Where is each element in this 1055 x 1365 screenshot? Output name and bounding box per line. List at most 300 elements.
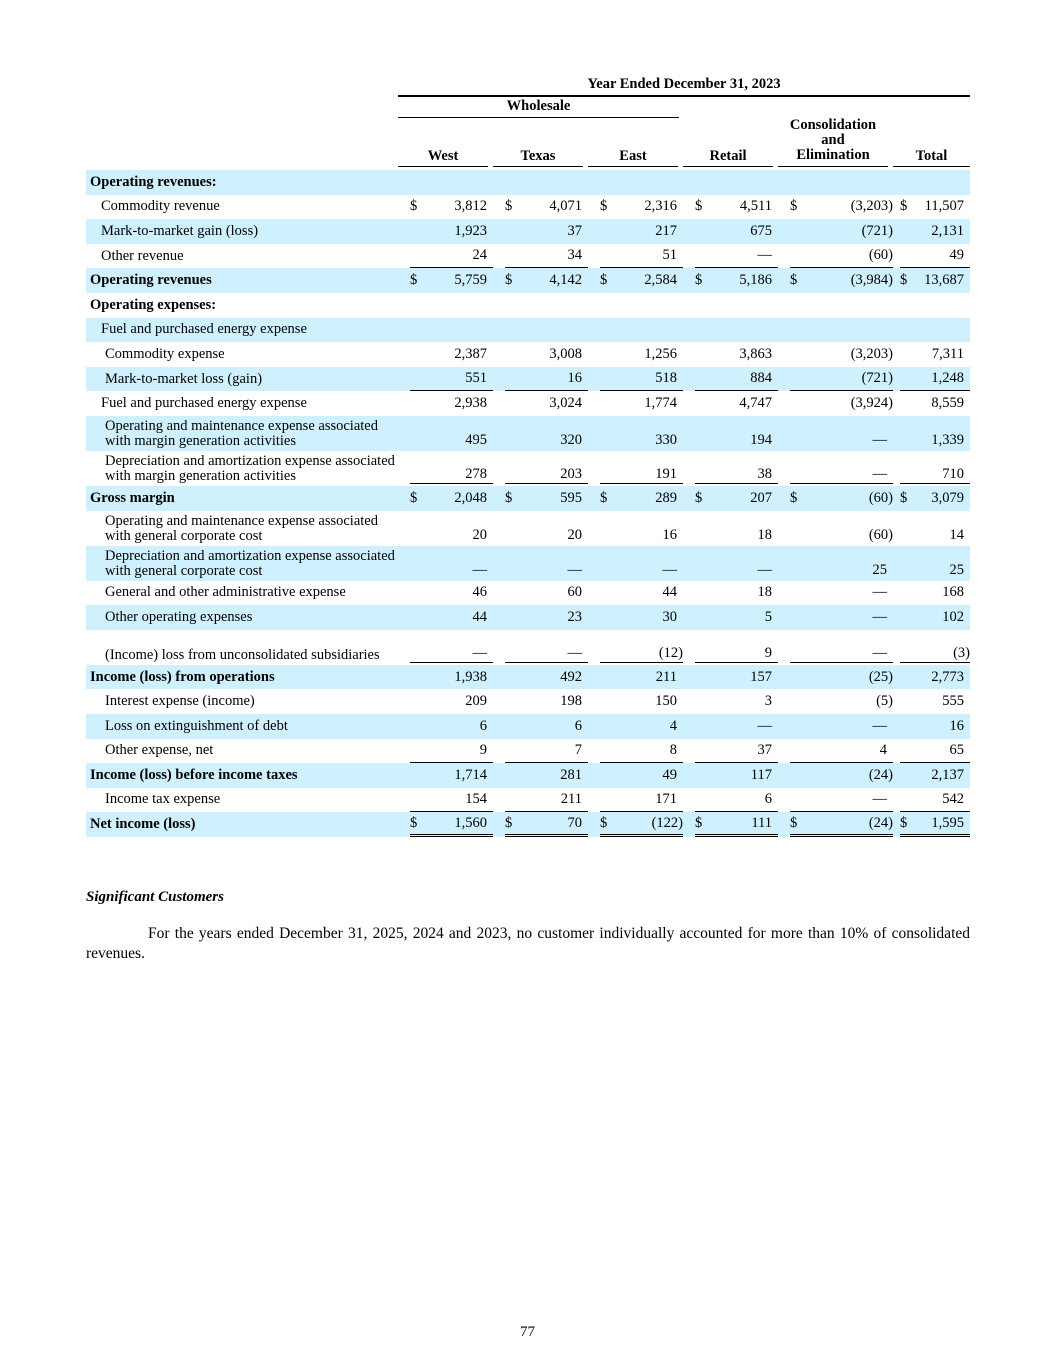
cell-east [588,689,683,714]
row-label-text: Income tax expense [105,791,221,808]
wholesale-rule [398,117,679,118]
cell-value: 23 [567,608,582,625]
cell-value: 60 [567,584,582,601]
cell-value: 20 [567,526,582,543]
cell-consolidation [778,451,893,486]
cell-east [588,788,683,813]
cell-value: 65 [949,741,964,758]
cell-retail [683,318,778,343]
row-label [86,342,398,367]
cell-west [398,812,493,837]
row-label [86,195,398,220]
cell-total [893,714,970,739]
cell-value: 330 [655,431,677,448]
cell-value: 1,595 [931,814,964,831]
row-label [86,630,398,665]
row-label-text: Operating expenses: [90,296,217,313]
period-header: Year Ended December 31, 2023 [587,76,781,92]
cell-value: 6 [479,717,487,734]
cell-texas [493,342,588,367]
cell-west [398,219,493,244]
cell-consolidation [778,763,893,788]
cell-value: 46 [472,584,487,601]
col-rule-total [893,166,970,167]
row-label [86,318,398,343]
dollar-sign: $ [410,489,418,506]
cell-value: 154 [465,790,487,807]
cell-east [588,416,683,451]
cell-value: 203 [560,465,582,482]
cell-value: 11,507 [924,198,964,215]
cell-value: 49 [662,766,677,783]
cell-total [893,486,970,511]
cell-value: 4,071 [549,198,582,215]
cell-west [398,170,493,195]
cell-value: — [567,561,582,578]
cell-value: — [872,465,887,482]
cell-value: (24) [868,766,893,783]
cell-texas [493,244,588,269]
cell-total [893,546,970,581]
cell-value: 555 [942,693,964,710]
row-label [86,451,398,486]
row-label [86,788,398,813]
cell-west [398,486,493,511]
cell-value: 1,560 [454,814,487,831]
cell-west [398,293,493,318]
cell-value: — [567,644,582,661]
cell-value: 16 [949,717,964,734]
col-header-consolidation-line-3: Elimination [796,147,870,163]
cell-value: 18 [757,584,772,601]
cell-east [588,219,683,244]
cell-east [588,605,683,630]
cell-consolidation [778,511,893,546]
row-label [86,391,398,416]
cell-total [893,739,970,764]
cell-retail [683,219,778,244]
col-header-consolidation-line-2: and [821,132,845,148]
cell-consolidation [778,714,893,739]
cell-value: 150 [655,693,677,710]
row-label [86,665,398,690]
cell-east [588,318,683,343]
cell-retail [683,665,778,690]
cell-value: 194 [750,431,772,448]
row-label [86,739,398,764]
cell-value: 44 [472,608,487,625]
cell-total [893,812,970,837]
cell-value: — [757,717,772,734]
cell-value: 20 [472,526,487,543]
row-label-text: Depreciation and amortization expense associated with margin generation activities [105,452,395,484]
cell-consolidation [778,665,893,690]
cell-total [893,581,970,606]
cell-total [893,511,970,546]
cell-consolidation [778,219,893,244]
col-header-texas: Texas [520,148,556,164]
significant-customers-paragraph: For the years ended December 31, 2025, 2024 and 2023, no customer individually accounted for more than 10% of consolidated revenues. [86,925,970,962]
col-rule-texas [493,166,583,167]
cell-value: — [662,561,677,578]
cell-value: 34 [567,247,582,264]
dollar-sign: $ [900,489,908,506]
cell-consolidation [778,367,893,392]
row-label [86,170,398,195]
cell-total [893,416,970,451]
page-number: 77 [520,1324,535,1340]
cell-value: 2,584 [644,272,677,289]
cell-value: 6 [764,790,772,807]
cell-consolidation [778,318,893,343]
row-label-text: Fuel and purchased energy expense [101,321,307,338]
cell-east [588,170,683,195]
row-label-text: Mark-to-market gain (loss) [101,222,259,239]
cell-value: (721) [861,370,893,387]
cell-value: 1,938 [454,668,487,685]
cell-total [893,451,970,486]
row-label [86,812,398,837]
cell-total [893,342,970,367]
cell-east [588,391,683,416]
cell-value: 25 [872,561,887,578]
cell-value: 595 [560,489,582,506]
cell-value: 5 [764,608,772,625]
row-label-text: General and other administrative expense [105,584,346,601]
cell-total [893,195,970,220]
cell-consolidation [778,581,893,606]
row-label-text: Operating and maintenance expense associated with general corporate cost [105,512,378,544]
cell-value: 2,137 [931,766,964,783]
cell-retail [683,170,778,195]
cell-west [398,451,493,486]
cell-retail [683,416,778,451]
row-label [86,605,398,630]
cell-west [398,391,493,416]
cell-east [588,486,683,511]
dollar-sign: $ [790,198,798,215]
cell-west [398,665,493,690]
cell-value: 9 [764,644,772,661]
cell-consolidation [778,170,893,195]
cell-retail [683,581,778,606]
row-label-text: Operating and maintenance expense associated with margin generation activities [105,417,378,449]
col-rule-east [588,166,678,167]
dollar-sign: $ [410,198,418,215]
col-rule-west [398,166,488,167]
cell-value: (25) [868,668,893,685]
cell-value: (5) [876,693,893,710]
cell-value: (24) [868,814,893,831]
period-rule [398,95,970,97]
cell-value: 5,759 [454,272,487,289]
cell-value: — [757,247,772,264]
cell-texas [493,486,588,511]
row-label-text: Operating revenues [90,272,212,289]
row-label [86,416,398,451]
col-header-total: Total [915,148,948,164]
cell-value: 13,687 [924,272,964,289]
dollar-sign: $ [505,489,513,506]
cell-total [893,605,970,630]
cell-value: — [472,561,487,578]
cell-east [588,630,683,665]
wholesale-header: Wholesale [506,98,571,114]
row-label [86,367,398,392]
cell-value: 492 [560,668,582,685]
cell-total [893,268,970,293]
cell-texas [493,318,588,343]
cell-value: 278 [465,465,487,482]
cell-retail [683,714,778,739]
row-label-text: Interest expense (income) [105,693,255,710]
row-label-text: Fuel and purchased energy expense [101,395,307,412]
cell-east [588,451,683,486]
cell-retail [683,244,778,269]
cell-value: (3,984) [850,272,893,289]
row-label-text: Income (loss) from operations [90,668,275,685]
cell-retail [683,546,778,581]
cell-texas [493,268,588,293]
dollar-sign: $ [505,814,513,831]
dollar-sign: $ [790,814,798,831]
cell-value: 495 [465,431,487,448]
cell-value: 102 [942,608,964,625]
cell-value: 44 [662,584,677,601]
cell-value: (60) [868,489,893,506]
cell-texas [493,581,588,606]
cell-value: 209 [465,693,487,710]
cell-total [893,170,970,195]
dollar-sign: $ [695,489,703,506]
cell-retail [683,689,778,714]
row-label-text: Commodity expense [105,345,225,362]
cell-value: 1,923 [454,222,487,239]
col-header-east: East [619,148,647,164]
cell-west [398,416,493,451]
cell-value: 289 [655,489,677,506]
cell-retail [683,195,778,220]
cell-total [893,219,970,244]
cell-retail [683,511,778,546]
dollar-sign: $ [900,814,908,831]
cell-east [588,714,683,739]
cell-value: 38 [757,465,772,482]
cell-value: (3,203) [850,198,893,215]
cell-consolidation [778,416,893,451]
cell-value: (122) [651,814,683,831]
cell-value: (60) [868,247,893,264]
row-label [86,219,398,244]
cell-value: 37 [757,741,772,758]
cell-west [398,367,493,392]
cell-texas [493,416,588,451]
cell-value: 111 [751,814,772,831]
row-label [86,581,398,606]
cell-value: 4,747 [739,395,772,412]
cell-west [398,605,493,630]
cell-texas [493,219,588,244]
cell-east [588,546,683,581]
cell-total [893,788,970,813]
cell-west [398,318,493,343]
cell-total [893,391,970,416]
row-label [86,546,398,581]
cell-value: 70 [567,814,582,831]
row-label-text: Gross margin [90,489,175,506]
cell-value: 211 [560,790,582,807]
cell-east [588,581,683,606]
cell-value: 2,938 [454,395,487,412]
cell-retail [683,763,778,788]
row-label-text: Net income (loss) [90,816,196,833]
cell-retail [683,293,778,318]
cell-value: 542 [942,790,964,807]
cell-value: 25 [949,561,964,578]
cell-consolidation [778,689,893,714]
cell-value: 14 [949,526,964,543]
row-label-text: Other expense, net [105,742,214,759]
cell-retail [683,486,778,511]
cell-value: 4 [879,741,887,758]
dollar-sign: $ [695,198,703,215]
cell-value: 710 [942,465,964,482]
cell-value: (3) [953,644,970,661]
cell-value: 884 [750,370,772,387]
cell-texas [493,665,588,690]
cell-value: 3,812 [454,198,487,215]
cell-east [588,367,683,392]
cell-consolidation [778,812,893,837]
cell-value: — [872,790,887,807]
dollar-sign: $ [695,272,703,289]
cell-consolidation [778,546,893,581]
row-label-text: Income (loss) before income taxes [90,766,298,783]
cell-consolidation [778,739,893,764]
row-label [86,511,398,546]
cell-texas [493,788,588,813]
cell-value: 9 [479,741,487,758]
cell-value: 191 [655,465,677,482]
cell-retail [683,812,778,837]
cell-value: 4,511 [739,198,772,215]
cell-total [893,689,970,714]
cell-value: 2,387 [454,345,487,362]
segment-income-table [86,170,970,837]
cell-value: 24 [472,247,487,264]
cell-value: 4 [669,717,677,734]
row-label-text: Loss on extinguishment of debt [105,717,288,734]
cell-west [398,763,493,788]
cell-total [893,318,970,343]
cell-east [588,511,683,546]
dollar-sign: $ [790,489,798,506]
cell-consolidation [778,195,893,220]
section-title: Significant Customers [86,889,224,905]
cell-value: 1,339 [931,431,964,448]
cell-texas [493,511,588,546]
cell-consolidation [778,486,893,511]
cell-value: 171 [655,790,677,807]
cell-texas [493,605,588,630]
cell-value: 37 [567,222,582,239]
cell-consolidation [778,244,893,269]
cell-value: (3,924) [850,395,893,412]
cell-value: 320 [560,431,582,448]
cell-east [588,293,683,318]
col-header-retail: Retail [709,148,747,164]
row-label [86,293,398,318]
col-rule-retail [683,166,773,167]
cell-west [398,546,493,581]
cell-value: 5,186 [739,272,772,289]
row-label-text: Other revenue [101,247,184,264]
cell-west [398,788,493,813]
dollar-sign: $ [600,489,608,506]
cell-east [588,812,683,837]
cell-value: 3 [764,693,772,710]
row-label-text: Commodity revenue [101,198,220,215]
cell-value: 1,714 [454,766,487,783]
cell-texas [493,812,588,837]
cell-value: 1,774 [644,395,677,412]
cell-value: 168 [942,584,964,601]
cell-retail [683,739,778,764]
cell-total [893,293,970,318]
cell-value: 518 [655,370,677,387]
cell-consolidation [778,293,893,318]
cell-value: (60) [868,526,893,543]
cell-west [398,581,493,606]
row-label [86,763,398,788]
cell-east [588,739,683,764]
cell-texas [493,714,588,739]
cell-consolidation [778,630,893,665]
cell-value: 51 [662,247,677,264]
cell-value: 6 [574,717,582,734]
cell-value: (12) [658,644,683,661]
cell-total [893,244,970,269]
dollar-sign: $ [410,272,418,289]
cell-retail [683,342,778,367]
cell-total [893,763,970,788]
cell-retail [683,605,778,630]
cell-value: 157 [750,668,772,685]
cell-consolidation [778,391,893,416]
cell-value: 1,256 [644,345,677,362]
cell-retail [683,367,778,392]
cell-value: — [872,644,887,661]
cell-texas [493,451,588,486]
cell-value: — [472,644,487,661]
cell-consolidation [778,268,893,293]
cell-value: 1,248 [931,370,964,387]
cell-value: 3,863 [739,345,772,362]
col-rule-consolidation [778,166,888,167]
cell-retail [683,788,778,813]
cell-value: — [872,584,887,601]
dollar-sign: $ [600,272,608,289]
row-label-text: (Income) loss from unconsolidated subsidiaries [105,646,380,663]
cell-value: 7 [574,741,582,758]
cell-west [398,195,493,220]
cell-texas [493,293,588,318]
dollar-sign: $ [695,814,703,831]
cell-texas [493,689,588,714]
cell-texas [493,546,588,581]
cell-texas [493,630,588,665]
col-header-consolidation [778,118,888,163]
